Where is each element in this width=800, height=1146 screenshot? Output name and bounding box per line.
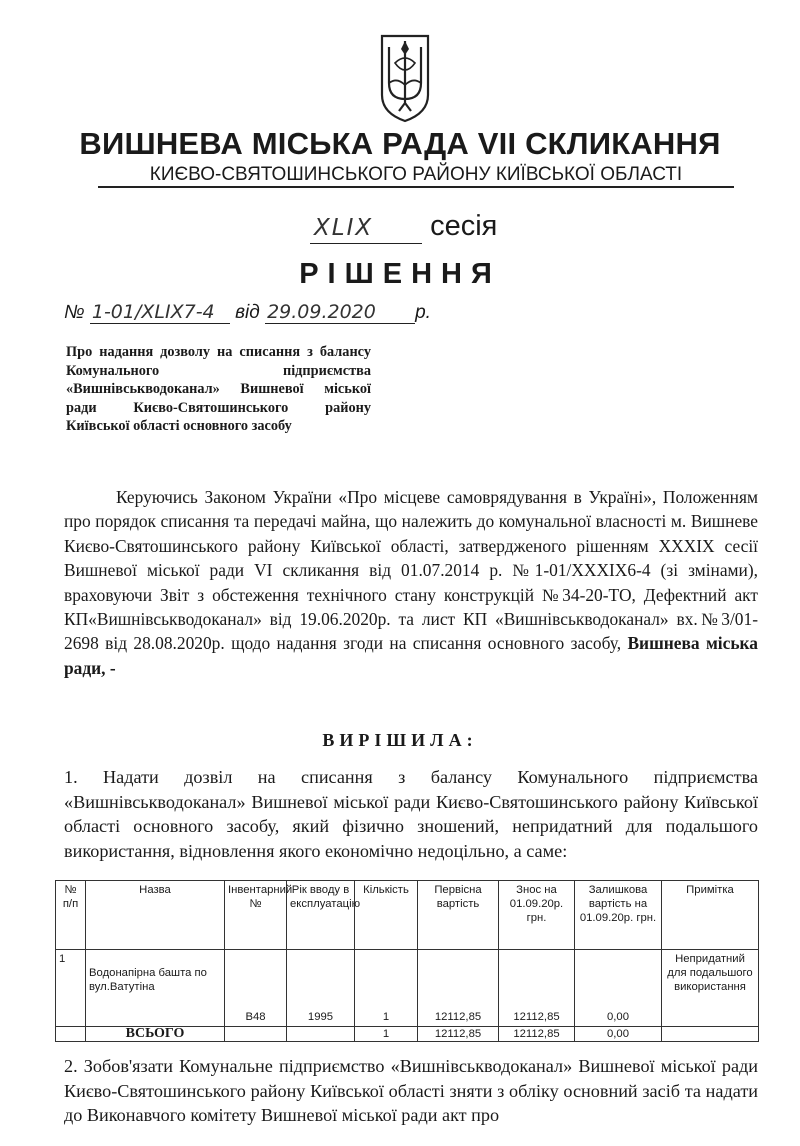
decision-date: 29.09.2020	[265, 301, 415, 324]
cell-year: 1995	[287, 950, 355, 1027]
header-inventory: Інвентарний №	[225, 881, 287, 950]
cell-inventory: В48	[225, 950, 287, 1027]
header-qty: Кількість	[355, 881, 418, 950]
council-region: КИЄВО-СВЯТОШИНСЬКОГО РАЙОНУ КИЇВСЬКОЇ ОБЛАСТІ	[98, 165, 734, 188]
total-depreciation: 12112,85	[499, 1027, 575, 1042]
header-num: № п/п	[56, 881, 86, 950]
preamble-authority: Вишнева міська ради, -	[64, 633, 758, 678]
cell-note: Непридатний для подальшого використання	[662, 950, 759, 1027]
header-residual: Залишкова вартість на 01.09.20р. грн.	[575, 881, 662, 950]
total-initial: 12112,85	[418, 1027, 499, 1042]
table-row	[56, 950, 759, 1027]
decision-subject: Про надання дозволу на списання з балансу Комунального підприємства «Вишнівськводоканал» Вишневої міської ради Києво-Святошинського району Київської області основного засобу	[66, 344, 371, 434]
table-header-row	[56, 881, 759, 950]
year-suffix: р.	[415, 302, 431, 323]
council-name: ВИШНЕВА МІСЬКА РАДА VII СКЛИКАННЯ	[79, 126, 721, 161]
decision-number: 1-01/XLIX7-4	[90, 301, 230, 324]
total-residual: 0,00	[575, 1027, 662, 1042]
preamble-paragraph	[64, 485, 758, 680]
cell-residual: 0,00	[575, 950, 662, 1027]
decision-number-line	[64, 301, 431, 324]
item-2-paragraph: 2. Зобов'язати Комунальне підприємство «Вишнівськводоканал» Вишневої міської ради Києво-Святошинського району Київської області зняти з обліку основний засіб та надати до Виконавчого комітету Вишневої міської ради акт про	[64, 1056, 758, 1126]
header-name: Назва	[86, 881, 225, 950]
assets-table	[55, 880, 759, 1042]
table-total-row	[56, 1027, 759, 1042]
header-depreciation: Знос на 01.09.20р. грн.	[499, 881, 575, 950]
session-line	[310, 210, 497, 244]
document-type-title: РІШЕННЯ	[299, 258, 501, 290]
cell-qty: 1	[355, 950, 418, 1027]
cell-num: 1	[56, 950, 86, 1027]
total-qty: 1	[355, 1027, 418, 1042]
resolved-heading: ВИРІШИЛА:	[322, 730, 478, 750]
session-number: XLIX	[310, 213, 422, 244]
preamble-text: Керуючись Законом України «Про місцеве самоврядування в Україні», Положенням про порядок списання та передачі майна, що належить до комунальної власності м. Вишневе Києво-Святошинського району Київської області, затвердженого рішенням XXXIX сесії Вишневої міської ради VI скликання від 01.07.2014 р. №1-01/XXXIX6-4 (зі змінами), враховуючи Звіт з обстеження технічного стану конструкцій №34-20-ТО, Дефектний акт КП«Вишнівськводоканал» від 19.06.2020р. та лист КП «Вишнівськводоканал» вх.№3/01-2698 від 28.08.2020р. щодо надання згоди на списання основного засобу,	[64, 487, 758, 654]
item-1-paragraph: 1. Надати дозвіл на списання з балансу Комунального підприємства «Вишнівськводоканал» Вишневої міської ради Києво-Святошинського району Київської області основного засобу, який фізично зношений, непридатний для подальшого використання, відновлення якого економічно недоцільно, а саме:	[64, 767, 758, 861]
coat-of-arms-icon	[379, 33, 431, 123]
cell-depreciation: 12112,85	[499, 950, 575, 1027]
cell-name: Водонапірна башта по вул.Ватутіна	[86, 950, 225, 1027]
session-label: сесія	[430, 210, 498, 242]
date-label: від	[235, 302, 260, 323]
total-label: ВСЬОГО	[86, 1027, 225, 1042]
header-note: Примітка	[662, 881, 759, 950]
header-year: Рік вводу в експлуатацію	[287, 881, 355, 950]
cell-initial: 12112,85	[418, 950, 499, 1027]
header-initial: Первісна вартість	[418, 881, 499, 950]
number-label: №	[64, 302, 85, 323]
